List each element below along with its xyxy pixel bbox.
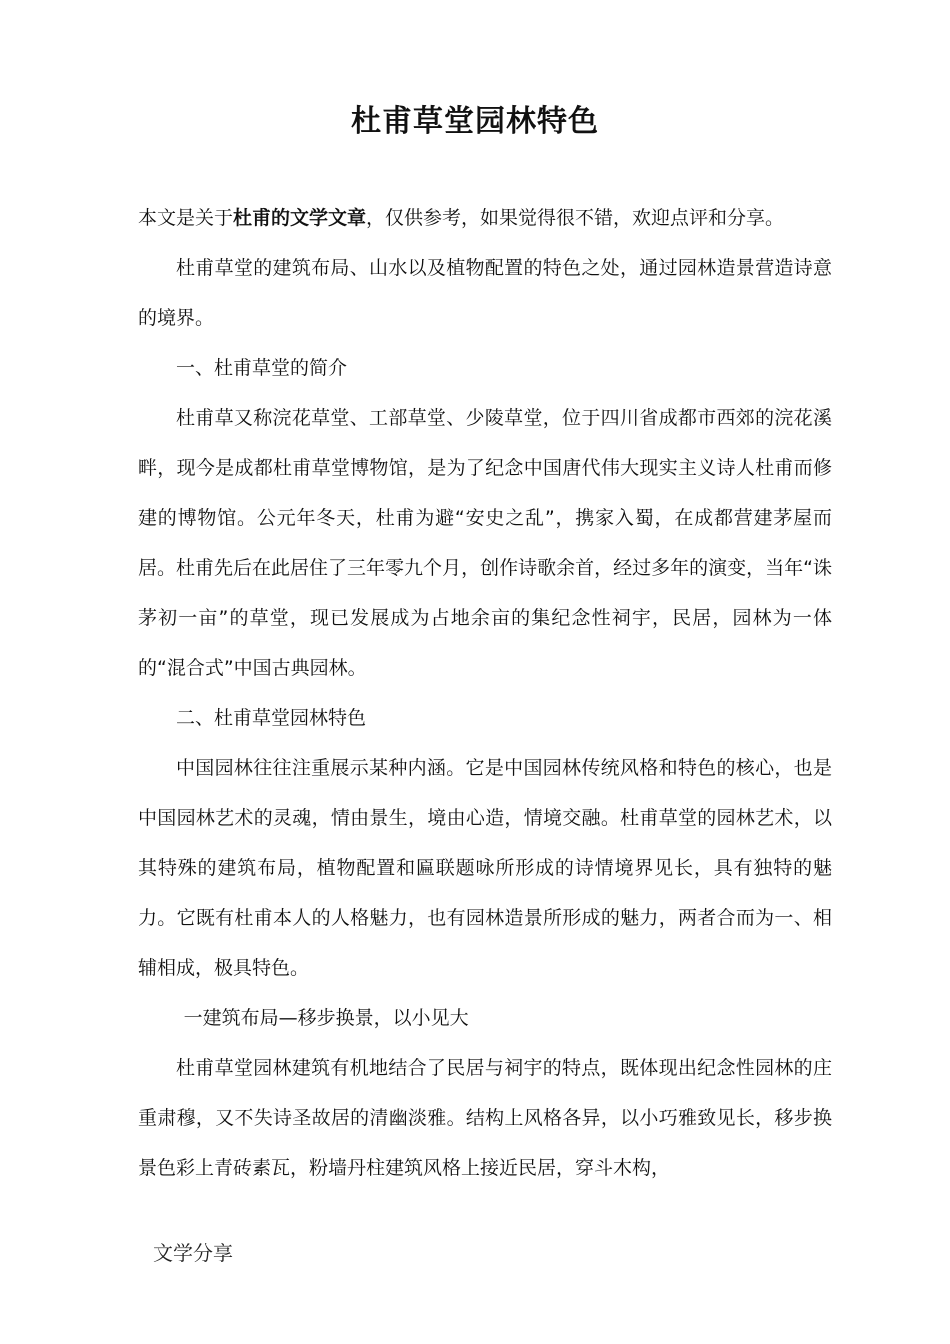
subheading-architecture: 一建筑布局—移步换景，以小见大 — [183, 1007, 469, 1029]
paragraph-intro-body: 杜甫草又称浣花草堂、工部草堂、少陵草堂，位于四川省成都市西郊的浣花溪畔，现今是成都杜甫草堂博物馆，是为了纪念中国唐代伟大现实主义诗人杜甫而修建的博物馆。公元年冬天，杜甫为避“安史之乱”，携家入蜀，在成都营建茅屋而居。杜甫先后在此居住了三年零九个月，创作诗歌余首，经过多年的演变，当年“诛茅初一亩”的草堂，现已发展成为占地余亩的集纪念性祠宇，民居，园林为一体的“混合式”中国古典园林。 — [138, 407, 832, 679]
intro-suffix: ，仅供参考，如果觉得很不错，欢迎点评和分享。 — [366, 207, 785, 229]
document-title: 杜甫草堂园林特色 — [351, 104, 599, 139]
document-body — [138, 193, 832, 1193]
paragraph-features-body: 中国园林往往注重展示某种内涵。它是中国园林传统风格和特色的核心，也是中国园林艺术的灵魂，情由景生，境由心造，情境交融。杜甫草堂的园林艺术，以其特殊的建筑布局，植物配置和匾联题咏所形成的诗情境界见长，具有独特的魅力。它既有杜甫本人的人格魅力，也有园林造景所形成的魅力，两者合而为一、相辅相成，极具特色。 — [138, 757, 832, 979]
paragraph-summary: 杜甫草堂的建筑布局、山水以及植物配置的特色之处，通过园林造景营造诗意的境界。 — [138, 257, 832, 329]
section-heading-features: 二、杜甫草堂园林特色 — [176, 707, 367, 729]
paragraph-architecture-body: 杜甫草堂园林建筑有机地结合了民居与祠宇的特点，既体现出纪念性园林的庄重肃穆，又不失诗圣故居的清幽淡雅。结构上风格各异，以小巧雅致见长，移步换景色彩上青砖素瓦，粉墙丹柱建筑风格上接近民居，穿斗木构， — [138, 1057, 832, 1179]
intro-bold-link-text: 杜甫的文学文章 — [233, 207, 367, 229]
intro-paragraph — [138, 193, 832, 243]
intro-prefix: 本文是关于 — [138, 207, 234, 229]
footer-label: 文学分享 — [153, 1241, 233, 1265]
section-heading-intro: 一、杜甫草堂的简介 — [176, 357, 348, 379]
